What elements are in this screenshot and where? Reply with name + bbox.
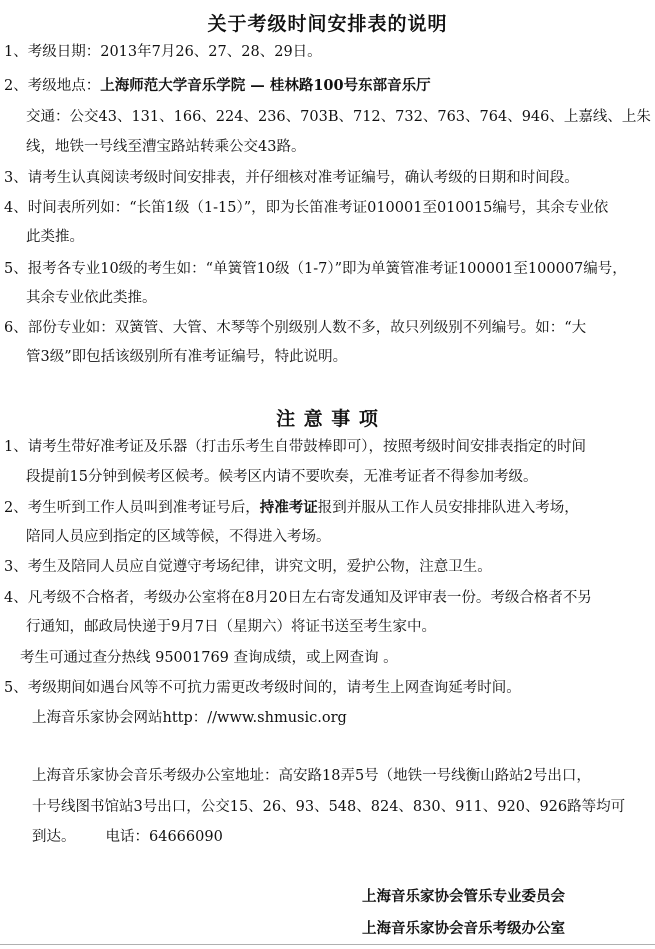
title-notices: 注 意 事 项 [276,408,379,430]
notice-item-1 [4,437,586,457]
item-text: 凡考级不合格者，考级办公室将在8月20日左右寄发通知及评审表一份。考级合格者不另 [27,590,592,606]
item-text: 请考生认真阅读考级时间安排表，并仔细核对准考证编号，确认考级的日期和时间段。 [27,170,579,186]
item-label: 考级地点： [27,78,101,94]
schedule-item-5-cont: 其余专业依此类推。 [26,290,157,306]
item-text: 请考生带好准考证及乐器（打击乐考生自带鼓棒即可），按照考级时间安排表指定的时间 [27,439,586,455]
item-label: 考级日期： [27,44,101,60]
schedule-item-2 [4,76,431,96]
notice-item-4 [4,588,592,608]
notice-item-5 [4,678,521,698]
item-number: 4、 [4,590,28,606]
schedule-item-1 [4,42,322,62]
item-text: 考生听到工作人员叫到准考证号后， [27,500,260,516]
item-text: 考级期间如遇台风等不可抗力需更改考级时间的，请考生上网查询延考时间。 [27,680,521,696]
item-text-bold: 持准考证 [259,499,318,516]
traffic-line-2: 线，地铁一号线至漕宝路站转乘公交43路。 [26,139,306,155]
item-number: 5、 [4,680,28,696]
title-schedule-notes: 关于考级时间安排表的说明 [207,13,448,35]
address-text: 到达。 [32,829,76,845]
schedule-item-6 [4,318,586,338]
item-text: 报到并服从工作人员安排排队进入考场， [317,500,579,516]
schedule-item-3 [4,168,579,188]
notice-item-4-query: 考生可通过查分热线 95001769 查询成绩，或上网查询 。 [20,650,398,666]
item-number: 1、 [4,439,28,455]
item-text: 考生及陪同人员应自觉遵守考场纪律，讲究文明，爱护公物，注意卫生。 [27,559,492,575]
notice-item-1-cont: 段提前15分钟到候考区候考。候考区内请不要吹奏，无准考证者不得参加考级。 [26,469,538,485]
item-text: 2013年7月26、27、28、29日。 [100,44,322,60]
item-number: 6、 [4,320,28,336]
item-number: 4、 [4,200,28,216]
item-number: 3、 [4,559,28,575]
item-number: 1、 [4,44,28,60]
phone-number: 电话：64666090 [105,829,223,845]
signature-office: 上海音乐家协会音乐考级办公室 [362,920,565,937]
traffic-line-1: 交通：公交43、131、166、224、236、703B、712、732、763、764、946、上嘉线、上朱 [26,109,651,125]
website-line: 上海音乐家协会网站http：//www.shmusic.org [32,710,347,726]
bottom-divider [0,944,655,945]
item-text: 时间表所列如：“长笛1级（1-15）”，即为长笛准考证010001至010015编号，其余专业依 [27,200,609,216]
schedule-item-4-cont: 此类推。 [26,229,84,245]
address-line-2: 十号线图书馆站3号出口，公交15、26、93、548、824、830、911、920、926路等均可 [32,799,626,815]
schedule-item-4 [4,198,608,218]
item-number: 5、 [4,261,28,277]
notice-item-2 [4,498,579,518]
address-line-1: 上海音乐家协会音乐考级办公室地址：高安路18弄5号（地铁一号线衡山路站2号出口， [32,768,591,784]
item-text: 报考各专业10级的考生如：“单簧管10级（1-7）”即为单簧管准考证100001至100007编号， [27,261,627,277]
notice-item-2-cont: 陪同人员应到指定的区域等候，不得进入考场。 [26,529,331,545]
notice-item-4-cont: 行通知，邮政局快递于9月7日（星期六）将证书送至考生家中。 [26,619,436,635]
item-text: 部份专业如：双簧管、大管、木琴等个别级别人数不多，故只列级别不列编号。如：“大 [27,320,587,336]
schedule-item-5 [4,259,627,279]
venue-text: 上海师范大学音乐学院 — 桂林路100号东部音乐厅 [100,77,431,94]
notice-item-3 [4,557,492,577]
item-number: 2、 [4,78,28,94]
item-number: 2、 [4,500,28,516]
address-line-3 [32,827,223,847]
schedule-item-6-cont: 管3级”即包括该级别所有准考证编号，特此说明。 [26,349,348,365]
item-number: 3、 [4,170,28,186]
signature-committee: 上海音乐家协会管乐专业委员会 [362,888,565,905]
